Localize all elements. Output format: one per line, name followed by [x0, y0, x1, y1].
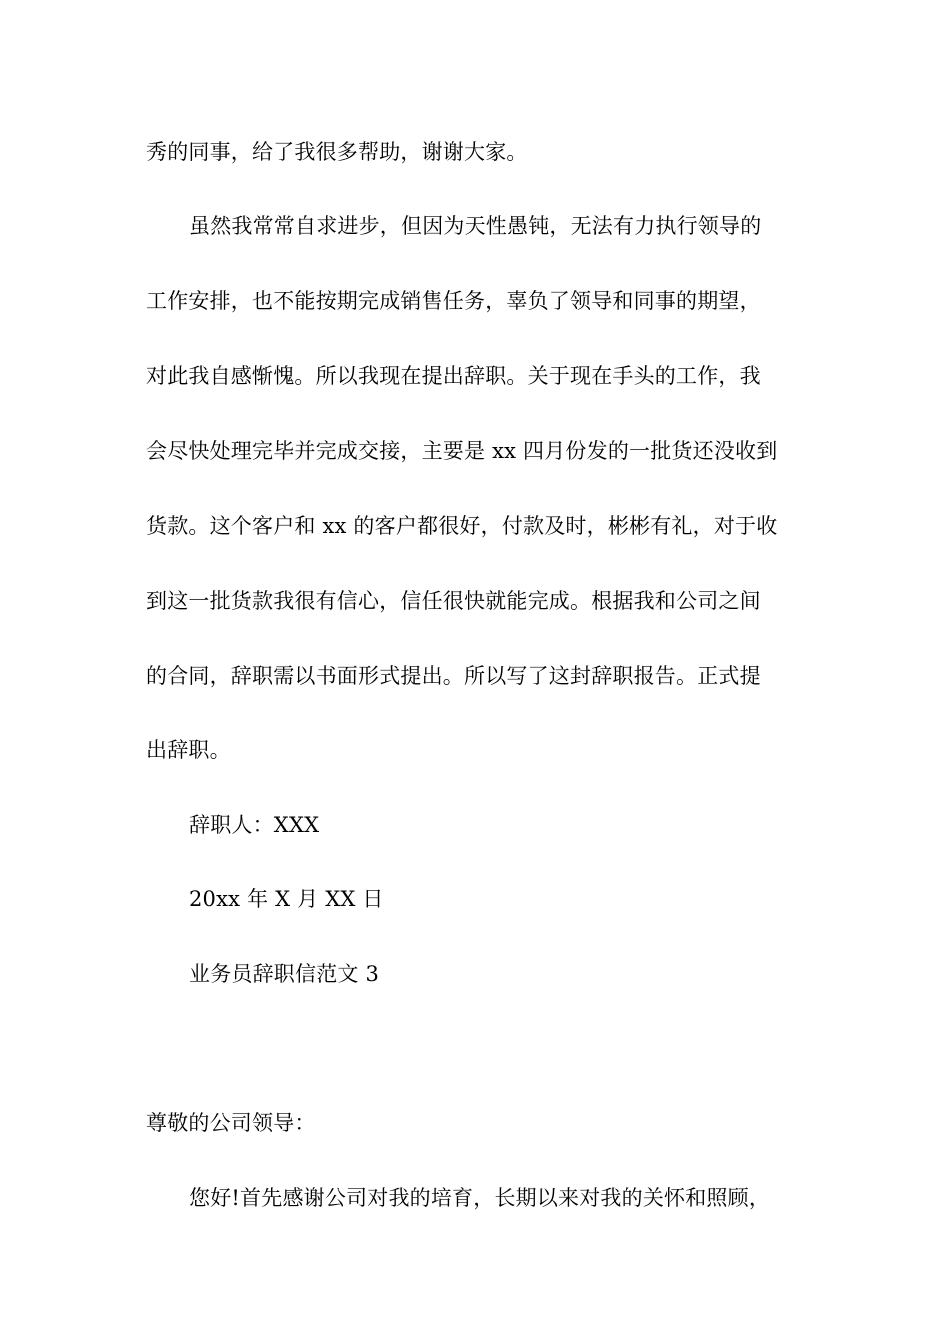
date-line: 20xx 年 X 月 XX 日	[189, 887, 384, 911]
body-line-8: 的合同，辞职需以书面形式提出。所以写了这封辞职报告。正式提	[146, 664, 761, 688]
body-line-6: 货款。这个客户和 xx 的客户都很好，付款及时，彬彬有礼，对于收	[146, 514, 778, 538]
salutation-line: 尊敬的公司领导：	[146, 1111, 316, 1135]
greeting-line: 您好!首先感谢公司对我的培育，长期以来对我的关怀和照顾，	[189, 1186, 771, 1210]
signature-line: 辞职人：XXX	[189, 813, 320, 837]
body-line-3: 工作安排，也不能按期完成销售任务，辜负了领导和同事的期望，	[146, 289, 761, 313]
body-line-1: 秀的同事，给了我很多帮助，谢谢大家。	[146, 140, 528, 164]
body-line-4: 对此我自感惭愧。所以我现在提出辞职。关于现在手头的工作，我	[146, 364, 761, 388]
body-line-5: 会尽快处理完毕并完成交接，主要是 xx 四月份发的一批货还没收到	[146, 439, 778, 463]
body-line-9: 出辞职。	[146, 738, 231, 762]
section-heading: 业务员辞职信范文 3	[189, 962, 380, 986]
body-line-2: 虽然我常常自求进步，但因为天性愚钝，无法有力执行领导的	[189, 214, 762, 238]
body-line-7: 到这一批货款我很有信心，信任很快就能完成。根据我和公司之间	[146, 589, 761, 613]
